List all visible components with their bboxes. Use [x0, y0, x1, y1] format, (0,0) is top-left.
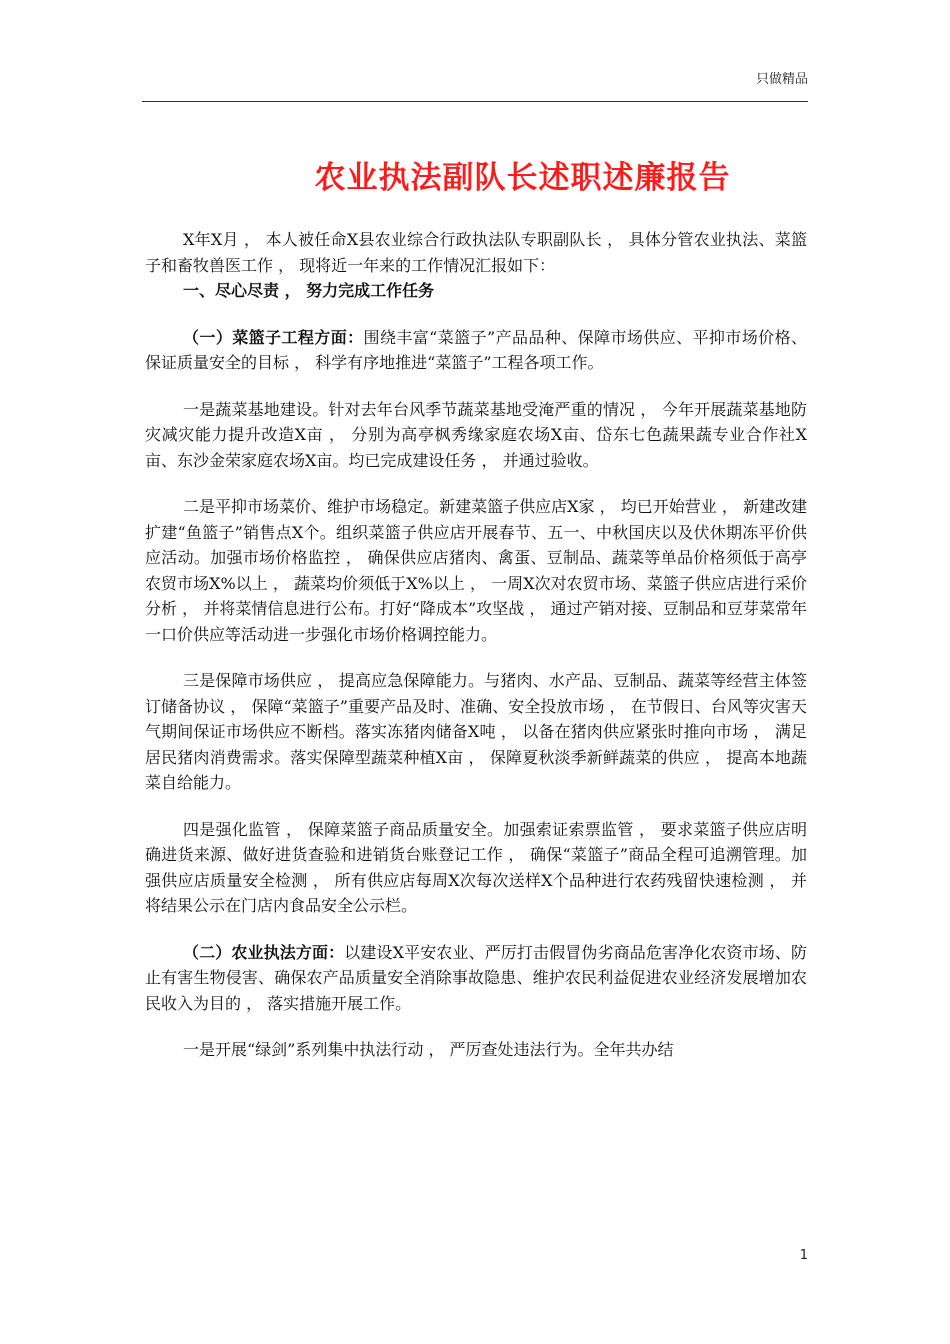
list-item-paragraph: 一是蔬菜基地建设。针对去年台风季节蔬菜基地受淹严重的情况 ， 今年开展蔬菜基地防灾减灾能力提升改造X亩 ， 分别为高亭枫秀缘家庭农场X亩、岱东七色蔬果蔬专业合作社X亩、东沙金荣家庭农场X亩。均已完成建设任务 ， 并通过验收。 — [145, 399, 807, 470]
subsection-paragraph — [145, 325, 807, 376]
subsection-paragraph — [145, 940, 807, 1017]
document-title: 农业执法副队长述职述廉报告 — [314, 160, 731, 196]
subsection-lead: （一）菜篮子工程方面： — [183, 327, 364, 347]
section-heading: 一、尽心尽责 ， 努力完成工作任务 — [183, 281, 435, 300]
list-item-paragraph: 一是开展“绿剑”系列集中执法行动 ， 严厉查处违法行为。全年共办结 — [183, 1040, 674, 1059]
list-item-paragraph: 四是强化监管 ， 保障菜篮子商品质量安全。加强索证索票监管 ， 要求菜篮子供应店明确进货来源、做好进货查验和进销货台账登记工作 ， 确保“菜篮子”商品全程可追溯管理。加强供应店质量安全检测 ， 所有供应店每周X次每次送样X个品种进行农药残留快速检测 ， 并将结果公示在门店内食品安全公示栏。 — [145, 819, 807, 915]
document-body — [145, 227, 807, 1063]
subsection-text: 以建设X平安农业、严厉打击假冒伪劣商品危害净化农资市场、防止有害生物侵害、确保农产品质量安全消除事故隐患、维护农民利益促进农业经济发展增加农民收入为目的 ， 落实措施开展工作。 — [145, 942, 807, 1013]
intro-paragraph: X年X月 ， 本人被任命X县农业综合行政执法队专职副队长 ， 具体分管农业执法、菜篮子和畜牧兽医工作 ， 现将近一年来的工作情况汇报如下： — [145, 230, 807, 275]
header-note: 只做精品 — [755, 72, 808, 87]
subsection-text: 围绕丰富“菜篮子”产品品种、保障市场供应、平抑市场价格、保证质量安全的目标 ， 科学有序地推进“菜篮子”工程各项工作。 — [145, 327, 807, 372]
subsection-lead: （二）农业执法方面： — [183, 942, 345, 962]
page-number: 1 — [799, 1248, 808, 1263]
list-item-paragraph: 二是平抑市场菜价、维护市场稳定。新建菜篮子供应店X家 ， 均已开始营业 ， 新建改建扩建“鱼篮子”销售点X个。组织菜篮子供应店开展春节、五一、中秋国庆以及伏休期冻平价供应活动。加强市场价格监控 ， 确保供应店猪肉、禽蛋、豆制品、蔬菜等单品价格须低于高亭农贸市场X%以上 ， 蔬菜均价须低于X%以上 ， 一周X次对农贸市场、菜篮子供应店进行采价分析 ， 并将菜情信息进行公布。打好“降成本”攻坚战 ， 通过产销对接、豆制品和豆芽菜常年一口价供应等活动进一步强化市场价格调控能力。 — [145, 497, 807, 644]
header-divider — [142, 101, 808, 102]
list-item-paragraph: 三是保障市场供应 ， 提高应急保障能力。与猪肉、水产品、豆制品、蔬菜等经营主体签订储备协议 ， 保障“菜篮子”重要产品及时、准确、安全投放市场 ， 在节假日、台风等灾害天气期间保证市场供应不断档。落实冻猪肉储备X吨 ， 以备在猪肉供应紧张时推向市场 ， 满足居民猪肉消费需求。落实保障型蔬菜种植X亩 ， 保障夏秋淡季新鲜蔬菜的供应 ， 提高本地蔬菜自给能力。 — [145, 671, 807, 792]
